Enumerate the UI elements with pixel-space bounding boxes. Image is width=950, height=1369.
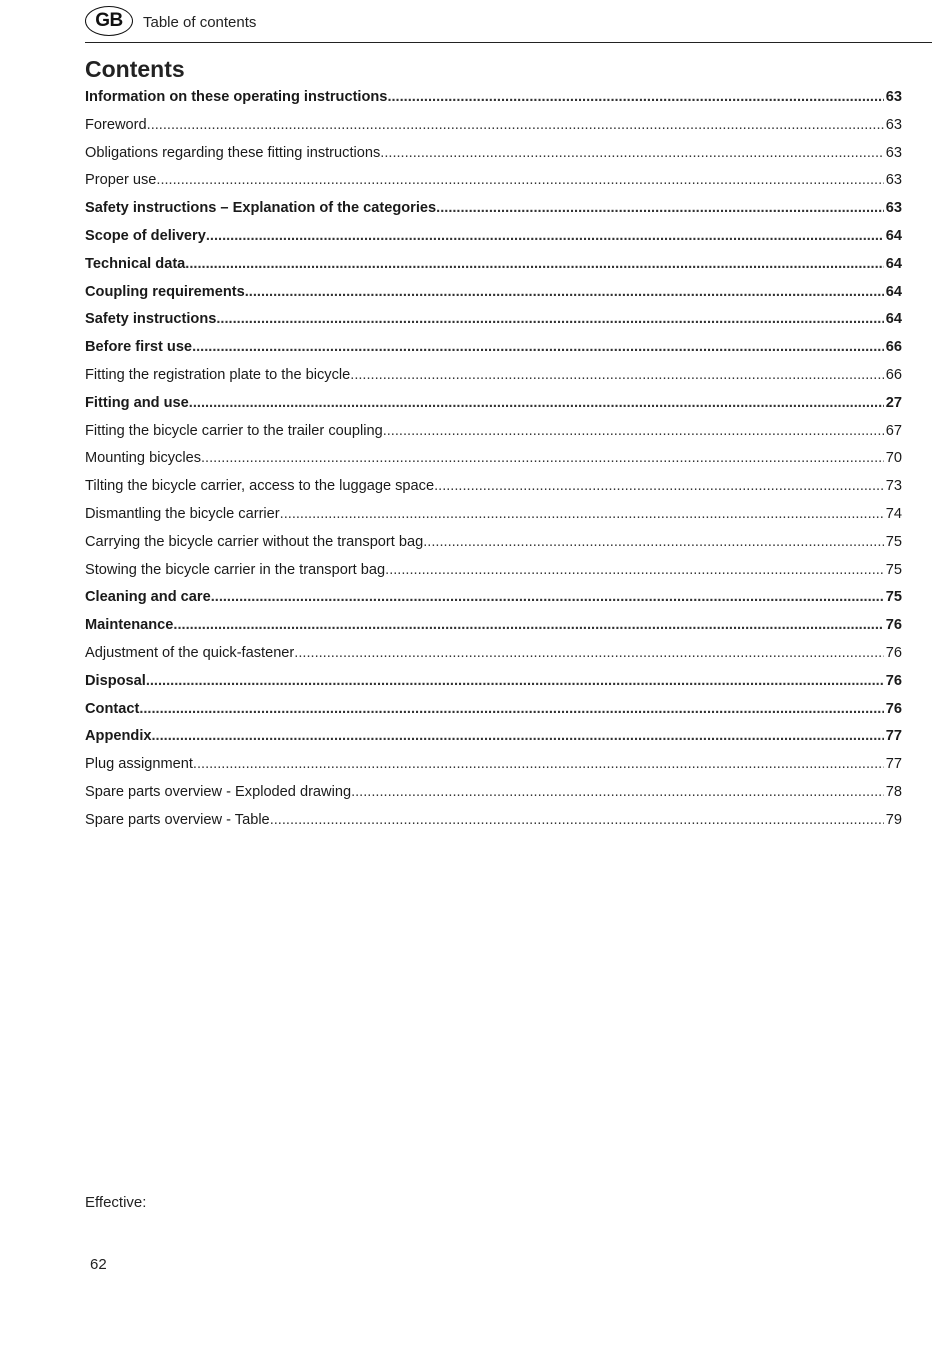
toc-entry-label: Carrying the bicycle carrier without the transport bag xyxy=(85,533,424,550)
toc-entry-page: 78 xyxy=(885,783,902,800)
toc-entry-page: 76 xyxy=(885,672,902,689)
toc-entry-page: 70 xyxy=(885,450,902,467)
toc-entry[interactable] xyxy=(85,445,902,473)
toc-entry-label: Disposal xyxy=(85,672,146,689)
toc-entry-label: Before first use xyxy=(85,339,193,356)
toc-entry-page: 74 xyxy=(885,505,902,522)
toc-entry-label: Dismantling the bicycle carrier xyxy=(85,505,280,522)
toc-entry-label: Safety instructions xyxy=(85,311,217,328)
dot-leader xyxy=(351,779,884,807)
table-of-contents xyxy=(85,84,902,835)
dot-leader xyxy=(146,668,884,696)
toc-entry[interactable] xyxy=(85,223,902,251)
dot-leader xyxy=(350,362,884,390)
toc-entry[interactable] xyxy=(85,251,902,279)
toc-entry-label: Coupling requirements xyxy=(85,283,245,300)
toc-entry-page: 77 xyxy=(885,756,902,773)
header-title: Table of contents xyxy=(143,14,257,31)
toc-entry[interactable] xyxy=(85,279,902,307)
dot-leader xyxy=(245,279,884,307)
toc-entry-page: 75 xyxy=(885,561,902,578)
toc-entry[interactable] xyxy=(85,529,902,557)
dot-leader xyxy=(270,807,884,835)
toc-entry-page: 63 xyxy=(885,172,902,189)
toc-entry[interactable] xyxy=(85,723,902,751)
dot-leader xyxy=(436,195,884,223)
effective-label: Effective: xyxy=(85,1194,147,1211)
toc-entry-label: Technical data xyxy=(85,255,186,272)
dot-leader xyxy=(387,84,883,112)
toc-entry-label: Cleaning and care xyxy=(85,589,211,606)
toc-entry-label: Stowing the bicycle carrier in the transport bag xyxy=(85,561,386,578)
page-header xyxy=(85,5,932,43)
gb-language-badge: GB xyxy=(85,6,133,36)
toc-entry[interactable] xyxy=(85,696,902,724)
toc-entry-label: Fitting the bicycle carrier to the trailer coupling xyxy=(85,422,383,439)
toc-entry[interactable] xyxy=(85,557,902,585)
dot-leader xyxy=(185,251,883,279)
toc-entry[interactable] xyxy=(85,362,902,390)
dot-leader xyxy=(139,696,883,724)
dot-leader xyxy=(201,445,884,473)
toc-entry[interactable] xyxy=(85,84,902,112)
dot-leader xyxy=(211,584,884,612)
toc-entry-label: Obligations regarding these fitting instructions xyxy=(85,144,381,161)
toc-entry[interactable] xyxy=(85,334,902,362)
toc-entry[interactable] xyxy=(85,751,902,779)
toc-entry-label: Scope of delivery xyxy=(85,227,206,244)
toc-entry[interactable] xyxy=(85,473,902,501)
toc-entry-page: 63 xyxy=(885,89,902,105)
toc-entry-page: 66 xyxy=(885,366,902,383)
toc-entry-page: 77 xyxy=(885,728,902,745)
toc-entry-label: Foreword xyxy=(85,116,147,133)
toc-entry-page: 27 xyxy=(885,394,902,411)
toc-entry-page: 63 xyxy=(885,144,902,161)
toc-entry-page: 75 xyxy=(885,533,902,550)
dot-leader xyxy=(383,418,884,446)
dot-leader xyxy=(216,306,883,334)
dot-leader xyxy=(173,612,883,640)
toc-entry-page: 63 xyxy=(885,116,902,133)
toc-entry-label: Adjustment of the quick-fastener xyxy=(85,644,295,661)
toc-entry[interactable] xyxy=(85,807,902,835)
toc-entry-label: Spare parts overview - Table xyxy=(85,811,270,828)
toc-entry-label: Fitting the registration plate to the bicycle xyxy=(85,366,351,383)
dot-leader xyxy=(385,557,884,585)
dot-leader xyxy=(206,223,884,251)
toc-entry-page: 75 xyxy=(885,589,902,606)
toc-entry-page: 76 xyxy=(885,617,902,634)
toc-entry-page: 64 xyxy=(885,283,902,300)
dot-leader xyxy=(192,334,884,362)
dot-leader xyxy=(423,529,884,557)
toc-entry-label: Information on these operating instructions xyxy=(85,89,388,105)
toc-entry-label: Plug assignment xyxy=(85,756,193,773)
toc-entry-page: 64 xyxy=(885,255,902,272)
toc-entry-label: Proper use xyxy=(85,172,157,189)
toc-entry-page: 63 xyxy=(885,200,902,217)
toc-entry[interactable] xyxy=(85,584,902,612)
toc-entry-label: Fitting and use xyxy=(85,394,189,411)
toc-entry-label: Maintenance xyxy=(85,617,174,634)
toc-entry-page: 76 xyxy=(885,700,902,717)
toc-entry[interactable] xyxy=(85,640,902,668)
dot-leader xyxy=(280,501,884,529)
toc-entry-page: 64 xyxy=(885,227,902,244)
toc-entry-label: Spare parts overview - Exploded drawing xyxy=(85,783,352,800)
toc-entry-label: Contact xyxy=(85,700,140,717)
toc-entry[interactable] xyxy=(85,418,902,446)
toc-entry-label: Safety instructions – Explanation of the categories xyxy=(85,200,437,217)
toc-entry[interactable] xyxy=(85,112,902,140)
dot-leader xyxy=(434,473,884,501)
toc-entry-page: 79 xyxy=(885,811,902,828)
toc-entry[interactable] xyxy=(85,668,902,696)
dot-leader xyxy=(189,390,884,418)
toc-entry[interactable] xyxy=(85,140,902,168)
toc-entry[interactable] xyxy=(85,390,902,418)
dot-leader xyxy=(294,640,883,668)
dot-leader xyxy=(156,167,883,195)
toc-entry[interactable] xyxy=(85,195,902,223)
page-number: 62 xyxy=(90,1256,107,1273)
dot-leader xyxy=(147,112,884,140)
toc-entry-page: 67 xyxy=(885,422,902,439)
toc-entry[interactable] xyxy=(85,612,902,640)
toc-entry-label: Appendix xyxy=(85,728,152,745)
toc-entry-page: 76 xyxy=(885,644,902,661)
toc-entry[interactable] xyxy=(85,167,902,195)
page-title: Contents xyxy=(85,56,185,82)
dot-leader xyxy=(193,751,884,779)
toc-entry-page: 66 xyxy=(885,339,902,356)
toc-entry[interactable] xyxy=(85,306,902,334)
toc-entry[interactable] xyxy=(85,779,902,807)
toc-entry-label: Mounting bicycles xyxy=(85,450,201,467)
toc-entry[interactable] xyxy=(85,501,902,529)
toc-entry-label: Tilting the bicycle carrier, access to the luggage space xyxy=(85,478,435,495)
dot-leader xyxy=(380,140,883,168)
toc-entry-page: 64 xyxy=(885,311,902,328)
dot-leader xyxy=(151,723,883,751)
toc-entry-page: 73 xyxy=(885,478,902,495)
